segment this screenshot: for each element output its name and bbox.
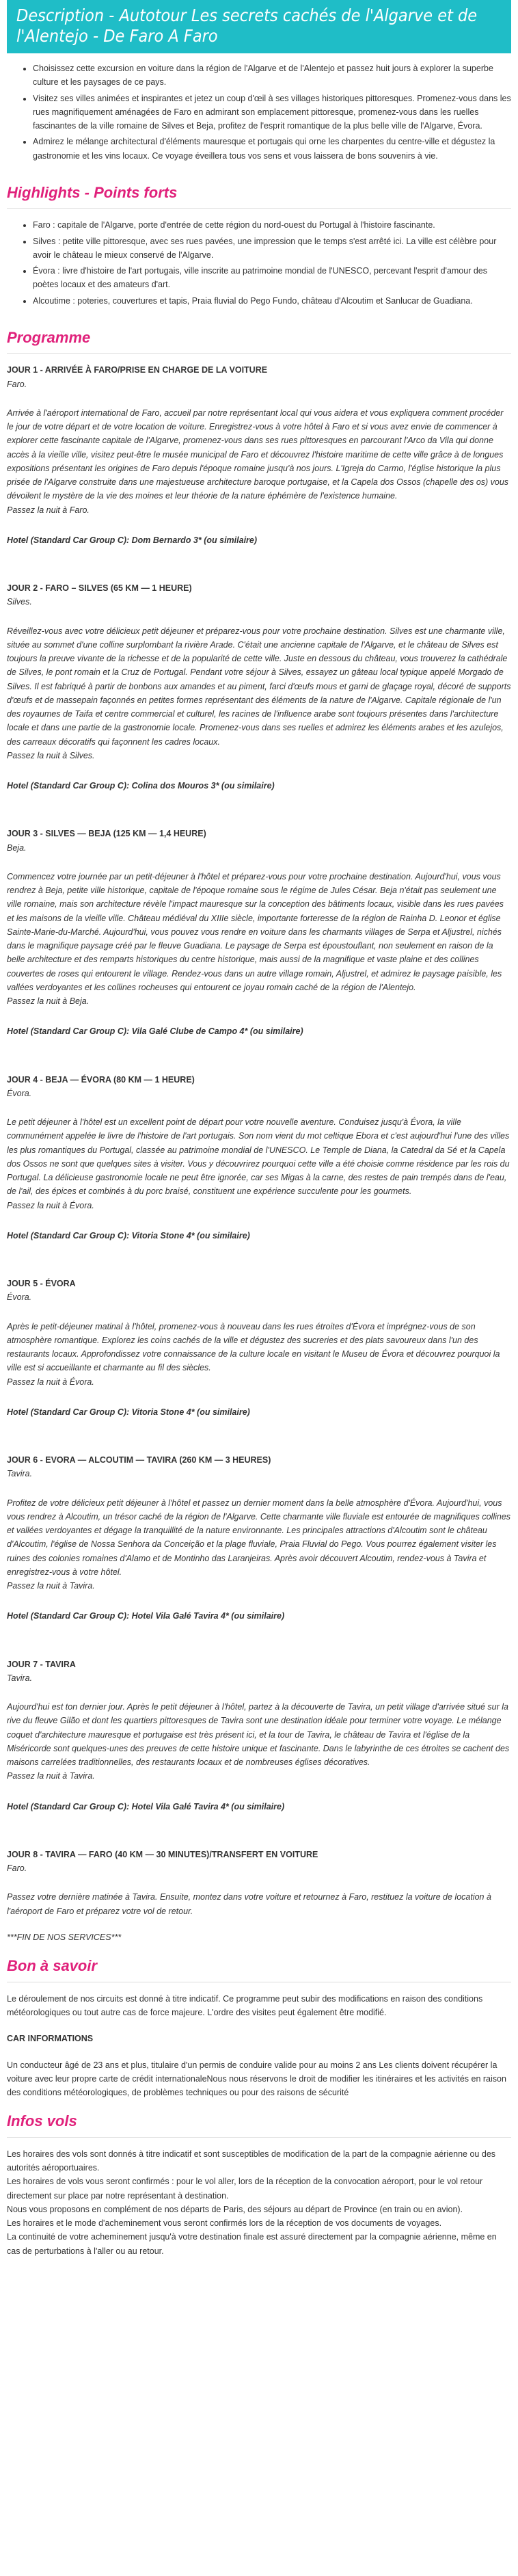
- flight-info-line: Les horaires et le mode d'acheminement vous seront confirmés lors de la réception de vos documents de voyages.: [7, 2218, 442, 2229]
- day-hotel: Hotel (Standard Car Group C): Colina dos Mouros 3* (ou similaire): [7, 781, 275, 791]
- flight-info-line: Les horaires de vols vous seront confirmés : pour le vol aller, lors de la réception de la convocation aéroport, pour le vol retour directement sur place par notre représentant à destination.: [7, 2177, 483, 2201]
- day-title: JOUR 1 - ARRIVÉE À FARO/PRISE EN CHARGE DE LA VOITURE: [7, 365, 268, 375]
- day-description: [7, 1115, 511, 1212]
- end-of-services-note: ***FIN DE NOS SERVICES***: [7, 1932, 122, 1942]
- day-city: Évora.: [7, 1088, 32, 1098]
- day-overnight: Passez la nuit à Faro.: [7, 505, 90, 515]
- divider: [7, 2137, 511, 2138]
- day-title: JOUR 5 - ÉVORA: [7, 1279, 76, 1289]
- day-paragraph: Passez votre dernière matinée à Tavira. Ensuite, montez dans votre voiture et retournez à Faro, restituez la voiture de location à l'aéroport de Faro et préparez votre vol de retour.: [7, 1892, 491, 1916]
- day-title: JOUR 6 - EVORA — ALCOUTIM — TAVIRA (260 KM — 3 HEURES): [7, 1455, 271, 1465]
- flight-info-line: Les horaires des vols sont donnés à titre indicatif et sont susceptibles de modification de la part de la compagnie aérienne ou des autorités aéroportuaires.: [7, 2149, 496, 2173]
- day-description: [7, 1890, 511, 1918]
- bon-a-savoir-section: [7, 1992, 511, 2100]
- infos-vols-section: [7, 2147, 511, 2258]
- highlight-item: • Évora : livre d'histoire de l'art portugais, ville inscrite au patrimoine mondial de l'UNESCO, percevant l'esprit d'amour des poètes locaux et des amateurs d'art.: [33, 264, 511, 292]
- day-title: JOUR 4 - BEJA — ÉVORA (80 KM — 1 HEURE): [7, 1074, 195, 1085]
- day-description: [7, 406, 511, 517]
- day-city: Beja.: [7, 842, 27, 853]
- highlight-item: • Faro : capitale de l'Algarve, porte d'entrée de cette région du nord-ouest du Portugal à l'histoire fascinante.: [33, 218, 511, 232]
- day-paragraph: Profitez de votre délicieux petit déjeuner à l'hôtel et passez un dernier moment dans la belle atmosphère d'Évora. Aujourd'hui, vous vous rendrez à Alcoutim, un trésor caché de la région de l'Algarve. Cette charmante ville fluviale est entourée de magnifiques collines et vallées verdoyantes et dégage la tranquillité de la nature environnante. Les principales attractions d'Alcoutim sont le château d'Alcoutim, l'église de Nossa Senhora da Conceição et la plage fluviale, Praia Fluvial do Pego. Vous pourrez également visiter les ruines des colonies romaines d'Alamo et de Montinho das Laranjeiras. Après avoir découvert Alcoutim, rendez-vous à Tavira et enregistrez-vous à votre hôtel.: [7, 1498, 511, 1577]
- day-hotel: Hotel (Standard Car Group C): Dom Bernardo 3* (ou similaire): [7, 535, 258, 545]
- car-info-title: CAR INFORMATIONS: [7, 2034, 94, 2044]
- day-hotel: Hotel (Standard Car Group C): Vitoria Stone 4* (ou similaire): [7, 1230, 250, 1240]
- title-banner: [7, 0, 511, 53]
- page-title: Description - Autotour Les secrets cachés de l'Algarve et de l'Alentejo - De Faro A Faro: [16, 5, 478, 46]
- day-city: Évora.: [7, 1292, 32, 1303]
- divider: [7, 353, 511, 354]
- day-description: [7, 624, 511, 763]
- day-title: JOUR 7 - TAVIRA: [7, 1659, 76, 1669]
- day-hotel: Hotel (Standard Car Group C): Hotel Vila Galé Tavira 4* (ou similaire): [7, 1611, 285, 1621]
- intro-bullet: • Visitez ses villes animées et inspirantes et jetez un coup d'œil à ses villages historiques pittoresques. Promenez-vous dans les rues magnifiquement aménagées de Faro en admirant son emplacement pittoresque, promenez-vous dans les ruelles fascinantes de la ville romaine de Silves et Beja, profitez de l'esprit romantique de la plus belle ville de l'Algarve, Évora.: [33, 92, 511, 133]
- day-paragraph: Le petit déjeuner à l'hôtel est un excellent point de départ pour votre nouvelle aventure. Conduisez jusqu'à Évora, la ville communément appelée le livre de l'histoire de l'art portugais. Son nom vient du mot celtique Ebora et c'est aujourd'hui l'une des villes les plus romantiques du Portugal, classée au patrimoine mondial de l'UNESCO. Le Temple de Diana, la Catedral da Sé et la Capela dos Ossos ne sont que quelques sites à visiter. Vous y découvrirez pourquoi cette ville a été choisie comme résidence par les rois du Portugal. La délicieuse gastronomie locale ne peut être ignorée, car ses Migas à la carne, des restes de pain trempés dans de l'eau, de l'ail, des épices et combinés à du porc braisé, constituent une expérience succulente pour les gourmets.: [7, 1117, 510, 1197]
- day-paragraph: Après le petit-déjeuner matinal à l'hôtel, promenez-vous à nouveau dans les rues étroites d'Évora et imprégnez-vous de son atmosphère romantique. Explorez les coins cachés de la ville et dégustez des sucreries et des plats savoureux dans l'un des restaurants locaux. Approfondissez votre connaissance de la culture locale en visitant le Museu de Évora et découvrez pourquoi la ville est si accueillante et charmante au fil des siècles.: [7, 1321, 500, 1373]
- day-paragraph: Aujourd'hui est ton dernier jour. Après le petit déjeuner à l'hôtel, partez à la découverte de Tavira, un petit village d'arrivée situé sur la rive du fleuve Gilão et dont les quartiers pittoresques de Tavira sont une destination idéale pour terminer votre voyage. Le mélange coquet d'architecture mauresque et portugaise est très présent ici, et la tour de Tavira, le château de Tavira et l'église de la Miséricorde sont quelques-unes des preuves de cette histoire unique et fascinante. Dans le labyrinthe de ces étroites se cachent des maisons carrelées traditionnelles, des restaurants locaux et de nombreuses églises décoratives.: [7, 1702, 510, 1768]
- day-paragraph: Commencez votre journée par un petit-déjeuner à l'hôtel et préparez-vous pour votre prochaine destination. Aujourd'hui, vous vous rendrez à Beja, petite ville historique, capitale de l'époque romaine sous le régime de Jules César. Beja n'était pas seulement une ville romaine, mais son architecture révèle l'impact mauresque sur la conception des bâtiments locaux, visible dans les rues pavées et les maisons de la vieille ville. Château médiéval du XIIIe siècle, importante forteresse de la région de Rainha D. Leonor et église Sainte-Marie-du-Marché. Aujourd'hui, vous pouvez vous rendre en voiture dans les charmants villages de Serpa et Aljustrel, nichés dans le magnifique paysage créé par le fleuve Guadiana. Le paysage de Serpa est époustouflant, non seulement en raison de la belle architecture et des remparts historiques du centre historique, mais aussi de la magnifique et vaste plaine et des collines couvertes de roses qui entourent le village. Rendez-vous dans un autre village romain, Aljustrel, et admirez le paysage paisible, les vallées verdoyantes et les collines rocheuses qui entourent ce joyau romain caché de la région de l'Alentejo.: [7, 871, 504, 992]
- day-hotel: Hotel (Standard Car Group C): Hotel Vila Galé Tavira 4* (ou similaire): [7, 1801, 285, 1811]
- highlight-item: • Silves : petite ville pittoresque, avec ses rues pavées, une impression que le temps s'est arrêté ici. La ville est célèbre pour avoir le château le mieux conservé de l'Algarve.: [33, 235, 511, 263]
- car-info-text: Un conducteur âgé de 23 ans et plus, titulaire d'un permis de conduire valide pour au moins 2 ans Les clients doivent récupérer la voiture avec leur propre carte de crédit internationaleNous nous réservons le droit de modifier les itinéraires et les activités en raison des conditions météorologiques, de problèmes techniques ou pour des raisons de sécurité: [7, 2060, 506, 2098]
- programme-heading: Programme: [7, 328, 91, 346]
- day-city: Silves.: [7, 597, 32, 607]
- highlight-item: • Alcoutime : poteries, couvertures et tapis, Praia fluvial do Pego Fundo, château d'Alcoutim et Sanlucar de Guadiana.: [33, 294, 511, 308]
- highlights-list: [7, 218, 511, 308]
- highlights-heading: Highlights - Points forts: [7, 183, 178, 201]
- day-title: JOUR 3 - SILVES — BEJA (125 KM — 1,4 HEURE): [7, 829, 206, 839]
- flight-info-line: La continuité de votre acheminement jusqu'à votre destination finale est assuré directement par la compagnie aérienne, même en cas de perturbations à l'aller ou au retour.: [7, 2232, 497, 2256]
- day-description: [7, 870, 511, 1009]
- day-title: JOUR 2 - FARO – SILVES (65 KM — 1 HEURE): [7, 583, 192, 594]
- day-overnight: Passez la nuit à Silves.: [7, 750, 95, 760]
- day-overnight: Passez la nuit à Beja.: [7, 996, 90, 1007]
- day-hotel: Hotel (Standard Car Group C): Vitoria Stone 4* (ou similaire): [7, 1407, 250, 1417]
- day-hotel: Hotel (Standard Car Group C): Vila Galé Clube de Campo 4* (ou similaire): [7, 1026, 303, 1037]
- programme-days: [7, 363, 511, 1944]
- day-overnight: Passez la nuit à Évora.: [7, 1377, 94, 1387]
- day-overnight: Passez la nuit à Tavira.: [7, 1581, 95, 1591]
- bon-a-savoir-heading: Bon à savoir: [7, 1957, 98, 1975]
- intro-list: [7, 62, 511, 163]
- day-paragraph: Arrivée à l'aéroport international de Faro, accueil par notre représentant local qui vous aidera et vous expliquera comment procéder le jour de votre départ et de votre location de voiture. Enregistrez-vous à votre hôtel à Faro et si vous avez envie de commencer à explorer cette fascinante capitale de l'Algarve, promenez-vous dans ses rues pittoresques en parcourant l'Arco da Vila qui donne accès à la vieille ville, visitez peut-être le musée municipal de Faro et découvrez l'histoire maritime de cette ville grâce à de longues expositions présentant les origines de Faro depuis l'époque romaine jusqu'à nos jours. L'Igreja do Carmo, l'église historique la plus prisée de l'Algarve construite dans une majestueuse architecture baroque portugaise, et la Capela dos Ossos (chapelle des os) vous dévoilent le mystère de la vie des moines et leur théorie de la nature éphémère de l'existence humaine.: [7, 408, 509, 501]
- day-overnight: Passez la nuit à Évora.: [7, 1200, 94, 1210]
- day-description: [7, 1496, 511, 1593]
- day-overnight: Passez la nuit à Tavira.: [7, 1771, 95, 1781]
- day-city: Faro.: [7, 1863, 27, 1874]
- flight-info-line: Nous vous proposons en complément de nos départs de Paris, des séjours au départ de Province (en train ou en avion).: [7, 2204, 463, 2214]
- day-title: JOUR 8 - TAVIRA — FARO (40 KM — 30 MINUTES)/TRANSFERT EN VOITURE: [7, 1849, 318, 1859]
- day-description: [7, 1320, 511, 1389]
- bon-a-savoir-text: Le déroulement de nos circuits est donné à titre indicatif. Ce programme peut subir des modifications en raison des conditions météorologiques ou tout autre cas de force majeure. L'ordre des visites peut également être modifié.: [7, 1993, 483, 2018]
- divider: [7, 208, 511, 209]
- day-paragraph: Réveillez-vous avec votre délicieux petit déjeuner et préparez-vous pour votre prochaine destination. Silves est une charmante ville, située au sommet d'une colline surplombant la rivière Arade. C'était une ancienne capitale de l'Algarve, et le château de Silves est toujours la preuve vivante de la richesse et de la popularité de cette ville. Juste en dessous du château, vous trouverez la cathédrale de Silves, le pont romain et la Cruz de Portugal. Pendant votre séjour à Silves, essayez un gâteau local typique appelé Morgado de Silves. Il est fabriqué à partir de bonbons aux amandes et au piment, farci d'œufs mous et garni de glaçage royal, décoré de supports d'œufs et de massepain façonnés en petites formes représentant des éléments de la nature de l'Algarve. Capitale régionale de l'un des royaumes de Taifa et centre commercial et culturel, les racines de l'influence arabe sont toujours présentes dans l'architecture locale et dans une partie de la gastronomie locale. Promenez-vous dans ses ruelles et admirez les éléments arabes et les azulejos, des carreaux décoratifs qui façonnent les cadres locaux.: [7, 626, 511, 747]
- day-city: Tavira.: [7, 1469, 33, 1479]
- day-description: [7, 1700, 511, 1783]
- day-city: Faro.: [7, 379, 27, 389]
- infos-vols-heading: Infos vols: [7, 2112, 77, 2130]
- intro-bullet: • Choisissez cette excursion en voiture dans la région de l'Algarve et de l'Alentejo et passez huit jours à explorer la superbe culture et les paysages de ce pays.: [33, 62, 511, 90]
- day-city: Tavira.: [7, 1673, 33, 1683]
- intro-bullet: • Admirez le mélange architectural d'éléments mauresque et portugais qui orne les charpentes du centre-ville et dégustez la gastronomie et les vins locaux. Ce voyage éveillera tous vos sens et vous laissera de bons souvenirs à vie.: [33, 135, 511, 163]
